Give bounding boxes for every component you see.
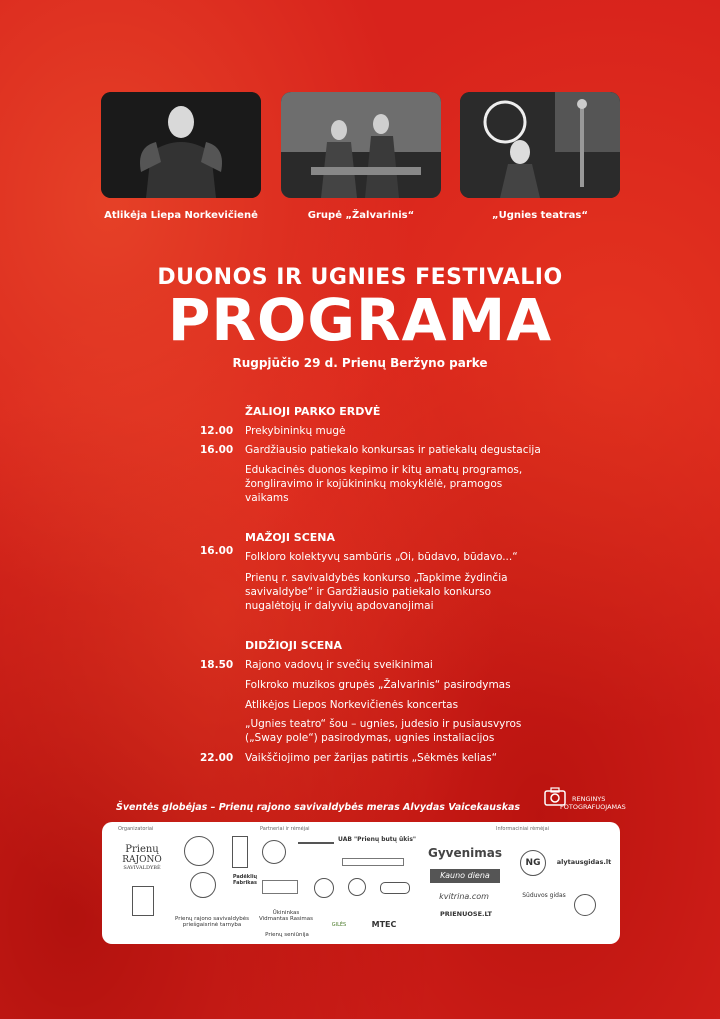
alytausgidas-logo: alytausgidas.lt (556, 858, 612, 866)
uab-prienu-butu-ukis-logo: UAB "Prienų butų ūkis" (338, 836, 417, 843)
program-item: Gardžiausio patiekalo konkursas ir patiekalų degustacija (245, 444, 541, 456)
program-item: Prienų r. savivaldybės konkurso „Tapkime žydinčia savivaldybe“ ir Gardžiausio patiekalo konkurso nugalėtojų ir dalyvių apdovanojimai (245, 572, 508, 612)
time-1600: 16.00 (200, 545, 234, 557)
program-title: PROGRAMA (167, 286, 553, 354)
program-item: „Ugnies teatro“ šou – ugnies, judesio ir pusiausvyros („Sway pole“) pasirodymas, ugnies instaliacijos (245, 718, 522, 744)
program-item: Vaikščiojimo per žarijas patirtis „Sėkmės kelias“ (245, 752, 498, 764)
program-item: Atlikėjos Liepos Norkevičienės koncertas (245, 699, 459, 711)
time-1850: 18.50 (200, 659, 234, 671)
photo-liepa-norkeviciene (101, 92, 261, 198)
ng-logo: NG (520, 850, 546, 876)
ir-pedu-logo (184, 836, 214, 866)
farmer-label: Ūkininkas Vidmantas Rasimas (258, 910, 314, 922)
logo-line: SAVIVALDYBĖ (123, 865, 161, 871)
gyvenimas-logo: Gyvenimas (428, 846, 503, 860)
padekliu-fabrikas-logo: Padėklių Fabrikas (232, 874, 258, 886)
photo-caption-zalvarinis: Grupė „Žalvarinis“ (307, 210, 415, 221)
kauno-diena-logo: Kauno diena (430, 869, 500, 883)
photo-ugnies-teatras (460, 92, 620, 198)
program-item: Rajono vadovų ir svečių sveikinimai (245, 659, 433, 671)
organizers-label: Organizatoriai (118, 826, 154, 832)
festival-title: DUONOS IR UGNIES FESTIVALIO (157, 265, 563, 290)
section-heading-green-park: ŽALIOJI PARKO ERDVĖ (245, 405, 381, 418)
round-logo (190, 872, 216, 898)
section-heading-small-stage: MAŽOJI SCENA (245, 531, 336, 544)
round-logo (314, 878, 334, 898)
program-item: Folkroko muzikos grupės „Žalvarinis“ pasirodymas (245, 679, 511, 691)
saulute-logo (262, 840, 286, 864)
time-1200: 12.00 (200, 425, 234, 437)
sponsors-panel (102, 822, 620, 944)
mtec-logo: MTEC (371, 920, 397, 929)
section-heading-big-stage: DIDŽIOJI SCENA (245, 639, 343, 652)
photo-zalvarinis (281, 92, 441, 198)
photo-caption-liepa: Atlikėja Liepa Norkevičienė (104, 210, 258, 221)
sun-logo (298, 842, 334, 862)
prienu-savivaldybe-logo (114, 844, 170, 871)
photographed-badge (560, 795, 626, 811)
photo-caption-ugnies-teatras: „Ugnies teatras“ (492, 210, 588, 221)
figure-logo (232, 836, 248, 868)
media-label: Informaciniai rėmėjai (496, 826, 550, 832)
company-logo (342, 858, 404, 866)
patron-line: Šventės globėjas – Prienų rajono savivaldybės meras Alvydas Vaicekauskas (116, 802, 521, 813)
event-date-location: Rugpjūčio 29 d. Prienų Beržyno parke (232, 356, 488, 370)
kvitrina-logo: kvitrina.com (439, 892, 489, 901)
logo-line: RAJONO (122, 855, 162, 865)
prienuose-logo: PRIENUOSE.LT (440, 910, 492, 918)
crown-logo (262, 880, 298, 894)
oval-logo (380, 882, 410, 894)
program-item: Prekybininkų mugė (245, 425, 346, 437)
badge-line-1: RENGINYS (572, 795, 606, 803)
seniunija-label: Prienų seniūnija (265, 932, 309, 938)
program-item: Edukacinės duonos kepimo ir kitų amatų programos, žongliravimo ir kojūkininkų mokyklėlė, pramogos vaikams (245, 464, 523, 504)
flame-logo (348, 878, 366, 896)
suduvos-gidas-logo: Sūduvos gidas (522, 892, 566, 899)
program-item: Folkloro kolektyvų sambūris „Oi, būdavo, būdavo...“ (245, 551, 518, 563)
giles-logo: GILĖS (331, 922, 347, 928)
time-2200: 22.00 (200, 752, 234, 764)
round-logo (574, 894, 596, 916)
badge-line-2: FOTOGRAFUOJAMAS (560, 803, 626, 811)
fire-service-label: Prienų rajono savivaldybės priešgaisrinė tarnyba (175, 916, 249, 928)
partners-label: Partneriai ir rėmėjai (260, 826, 310, 832)
coat-of-arms-icon (132, 886, 154, 916)
logo-line: Prienų (125, 844, 159, 855)
time-1600: 16.00 (200, 444, 234, 456)
